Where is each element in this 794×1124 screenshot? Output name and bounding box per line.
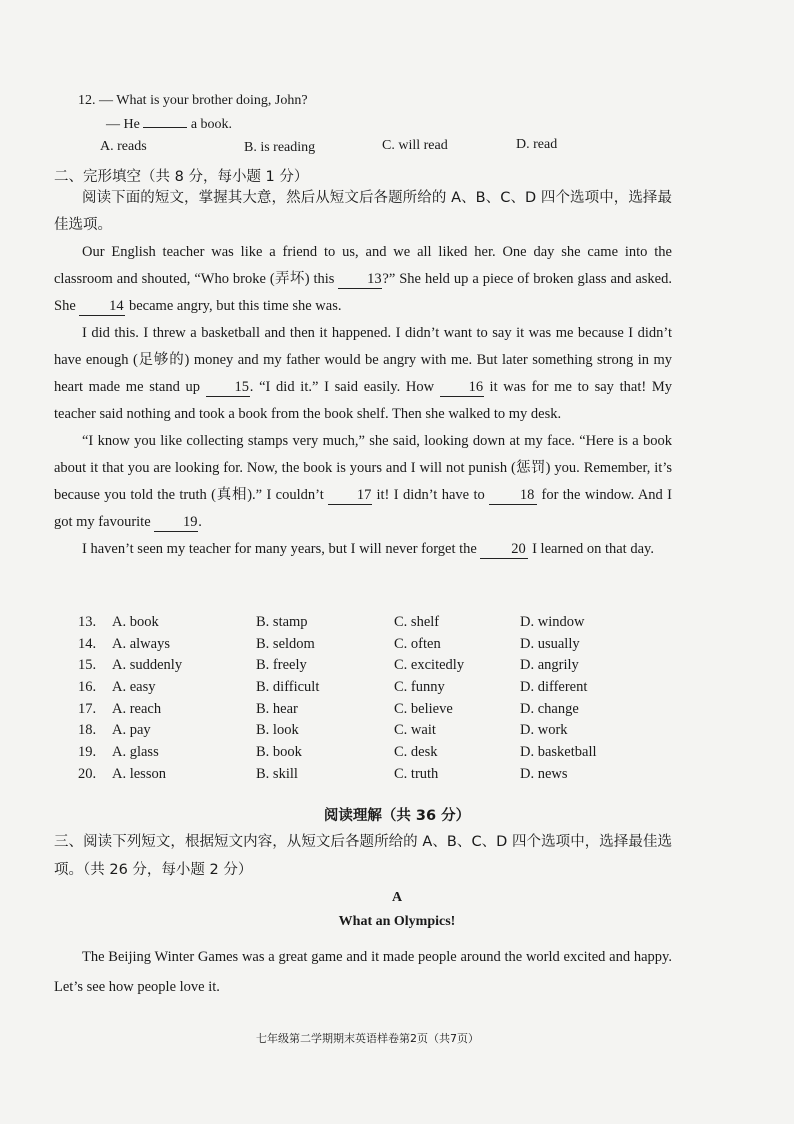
option-b: B. stamp bbox=[256, 614, 308, 630]
q12-stem bbox=[78, 93, 308, 109]
option-c: C. excitedly bbox=[394, 657, 465, 674]
p2-text-2: . “I did it.” I said easily. How bbox=[249, 379, 435, 395]
q12-option-a: A. reads bbox=[100, 139, 147, 154]
option-a: A. pay bbox=[112, 722, 151, 739]
option-b: B. hear bbox=[256, 700, 298, 717]
blank-13: 13 bbox=[338, 272, 382, 289]
option-number: 19. bbox=[78, 744, 97, 761]
option-b: B. look bbox=[256, 722, 299, 739]
p2-text-3: it was for me to say that! My teacher said nothing and took a book from the book shelf. Then she walked to my desk. bbox=[54, 379, 673, 422]
option-number: 13. bbox=[78, 614, 97, 630]
option-c: C. believe bbox=[394, 700, 453, 717]
p1-text-1: Our English teacher was like a friend to us, and we all liked her. One day she came into the classroom and shouted, “Who broke (弄坏) this bbox=[54, 244, 672, 287]
option-b: B. book bbox=[256, 744, 302, 761]
option-d: D. usually bbox=[520, 635, 580, 652]
option-b: B. difficult bbox=[256, 679, 320, 696]
option-c: C. often bbox=[394, 635, 441, 652]
q12-line2-after: a book. bbox=[190, 117, 233, 132]
blank-17: 17 bbox=[328, 488, 372, 505]
option-d: D. basketball bbox=[520, 744, 597, 761]
option-number: 14. bbox=[78, 635, 97, 652]
section3-instructions-text: 三、阅读下列短文，根据短文内容，从短文后各题所给的 A、B、C、D 四个选项中，选择最佳选项。（共 26 分，每小题 2 分） bbox=[54, 834, 672, 878]
option-d: D. change bbox=[520, 700, 579, 717]
passage-paragraph-3 bbox=[54, 428, 672, 536]
p3-text-3: for the window. And I got my favourite bbox=[54, 487, 672, 530]
option-a: A. lesson bbox=[112, 765, 166, 782]
passage-a-body bbox=[54, 942, 672, 1002]
option-a: A. glass bbox=[112, 744, 159, 761]
p3-text-2: it! I didn’t have to bbox=[376, 487, 485, 503]
passage-paragraph-4 bbox=[54, 536, 672, 563]
option-a: A. book bbox=[112, 614, 159, 630]
option-b: B. skill bbox=[256, 765, 298, 782]
option-c: C. truth bbox=[394, 765, 439, 782]
section2-heading: 二、完形填空（共 8 分，每小题 1 分） bbox=[54, 169, 309, 185]
option-c: C. wait bbox=[394, 722, 436, 739]
passage-paragraph-1 bbox=[54, 239, 672, 320]
option-a: A. reach bbox=[112, 700, 162, 717]
blank-18: 18 bbox=[489, 488, 537, 505]
section2-passage bbox=[54, 185, 672, 563]
option-c: C. desk bbox=[394, 744, 438, 761]
p1-text-2: ?” She held up a piece of broken glass and asked. She bbox=[54, 271, 672, 314]
blank-19: 19 bbox=[154, 515, 198, 532]
option-number: 17. bbox=[78, 700, 97, 717]
q12-line1: What is your brother doing, John? bbox=[116, 93, 308, 108]
option-c: C. shelf bbox=[394, 614, 440, 630]
passage-paragraph-2 bbox=[54, 320, 672, 428]
option-number: 20. bbox=[78, 765, 97, 782]
option-a: A. always bbox=[112, 635, 170, 652]
passage-a-text: The Beijing Winter Games was a great game and it made people around the world excited and happy. Let’s see how people love it. bbox=[54, 949, 672, 995]
q12-option-c: C. will read bbox=[382, 138, 448, 153]
q12-blank bbox=[143, 127, 187, 128]
option-a: A. easy bbox=[112, 679, 156, 696]
q12-answer-line bbox=[106, 117, 232, 133]
option-d: D. news bbox=[520, 765, 568, 782]
blank-20: 20 bbox=[480, 542, 528, 559]
section2-instructions: 阅读下面的短文，掌握其大意，然后从短文后各题所给的 A、B、C、D 四个选项中，选择最佳选项。 bbox=[54, 190, 672, 233]
option-d: D. window bbox=[520, 614, 585, 630]
section3-instructions bbox=[54, 828, 672, 884]
option-d: D. angrily bbox=[520, 657, 579, 674]
p1-text-3: became angry, but this time she was. bbox=[129, 298, 342, 314]
option-b: B. seldom bbox=[256, 635, 315, 652]
option-c: C. funny bbox=[394, 679, 445, 696]
q12-option-d: D. read bbox=[516, 137, 558, 152]
q12-number: 12. — bbox=[78, 93, 113, 108]
page-footer: 七年级第二学期期末英语样卷第2页（共7页） bbox=[256, 1032, 479, 1045]
blank-14: 14 bbox=[79, 299, 125, 316]
p3-text-1: “I know you like collecting stamps very much,” she said, looking down at my face. “Here is a book about it that you are looking for. Now, the book is yours and I will not punish (惩罚) you. Remember, it’s because you told the truth (真相).” I couldn’t bbox=[54, 433, 672, 503]
reading-heading: 阅读理解（共 36 分） bbox=[323, 808, 471, 824]
blank-15: 15 bbox=[206, 380, 250, 397]
passage-a-label: A bbox=[391, 890, 403, 905]
p2-text-1: I did this. I threw a basketball and then it happened. I didn’t want to say it was me because I didn’t have enough (足够的) money and my father would be angry with me. But later something strong in my heart made me stand up bbox=[54, 325, 672, 395]
option-b: B. freely bbox=[256, 657, 307, 674]
passage-a-title: What an Olympics! bbox=[338, 914, 456, 929]
q12-line2-before: — He bbox=[106, 117, 140, 132]
p4-text-2: I learned on that day. bbox=[532, 541, 654, 557]
blank-16: 16 bbox=[440, 380, 484, 397]
option-number: 18. bbox=[78, 722, 97, 739]
q12-option-b: B. is reading bbox=[244, 140, 316, 155]
option-number: 16. bbox=[78, 679, 97, 696]
p3-text-4: . bbox=[198, 514, 202, 530]
option-a: A. suddenly bbox=[112, 657, 183, 674]
option-d: D. work bbox=[520, 722, 568, 739]
p4-text-1: I haven’t seen my teacher for many years, but I will never forget the bbox=[82, 541, 477, 557]
option-number: 15. bbox=[78, 657, 97, 674]
option-d: D. different bbox=[520, 679, 588, 696]
